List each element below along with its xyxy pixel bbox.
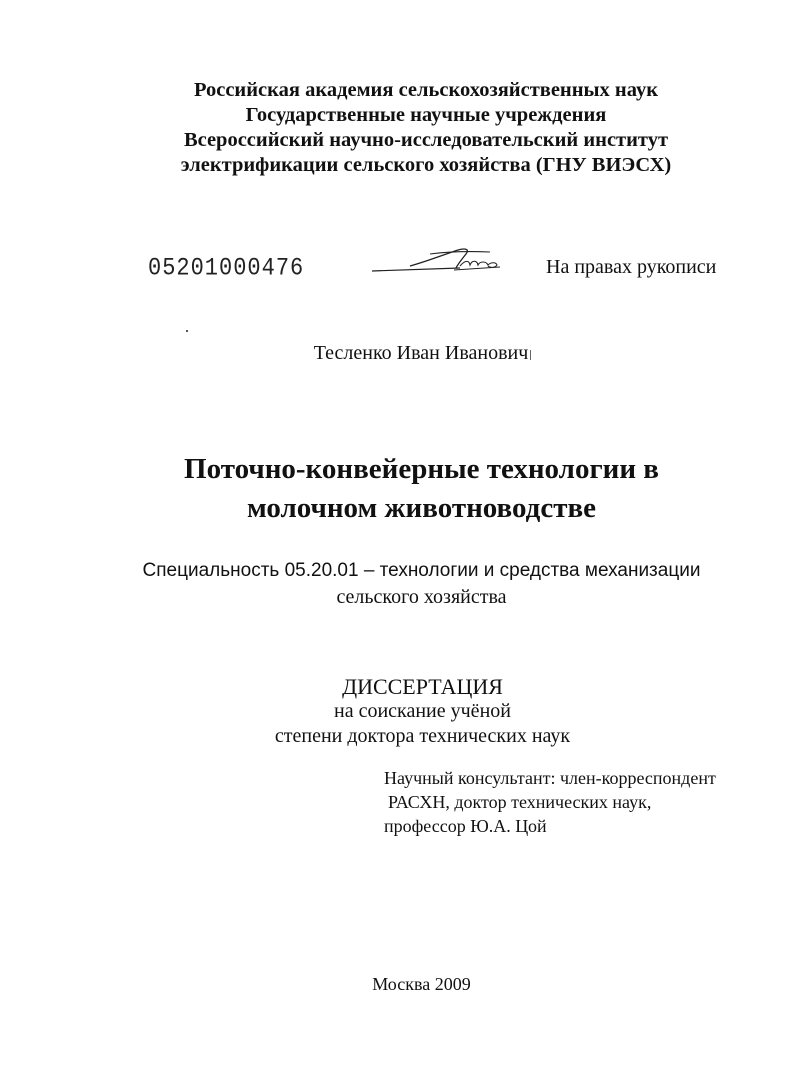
author-name-line bbox=[0, 342, 793, 365]
degree-block bbox=[0, 674, 793, 749]
degree-line-3: степени доктора технических наук bbox=[274, 725, 571, 747]
degree-line-2: на соискание учёной bbox=[334, 700, 511, 722]
title-line-2: молочном животноводстве bbox=[246, 492, 597, 524]
scientific-consultant bbox=[384, 766, 716, 838]
consultant-line-2: РАСХН, доктор технических наук, bbox=[388, 792, 652, 812]
title-line-1: Поточно-конвейерные технологии в bbox=[184, 453, 659, 485]
scan-mark bbox=[530, 350, 531, 360]
header-line-academy: Российская академия сельскохозяйственных наук bbox=[193, 79, 659, 101]
consultant-line-1: Научный консультант: член-корреспондент bbox=[384, 768, 716, 788]
specialty-line-1: Специальность 05.20.01 – технологии и средства механизации bbox=[142, 560, 701, 581]
header-line-electrification: электрификации сельского хозяйства (ГНУ ВИЭСХ) bbox=[180, 154, 672, 176]
consultant-line-3: профессор Ю.А. Цой bbox=[384, 816, 547, 836]
author-signature bbox=[370, 240, 510, 280]
registration-code: 05201000476 bbox=[148, 254, 305, 283]
institution-header bbox=[0, 78, 793, 178]
city-year: Москва 2009 bbox=[372, 974, 471, 994]
author-name: Тесленко Иван Иванович bbox=[313, 342, 529, 364]
scan-speck bbox=[186, 330, 188, 332]
rights-notice: На правах рукописи bbox=[546, 256, 717, 278]
header-line-institutions: Государственные научные учреждения bbox=[245, 104, 607, 126]
specialty-block bbox=[0, 558, 793, 610]
specialty-line-2: сельского хозяйства bbox=[336, 586, 507, 608]
degree-heading: ДИССЕРТАЦИЯ bbox=[342, 674, 503, 699]
header-line-institute: Всероссийский научно-исследовательский институт bbox=[183, 129, 669, 151]
dissertation-title bbox=[0, 450, 793, 528]
